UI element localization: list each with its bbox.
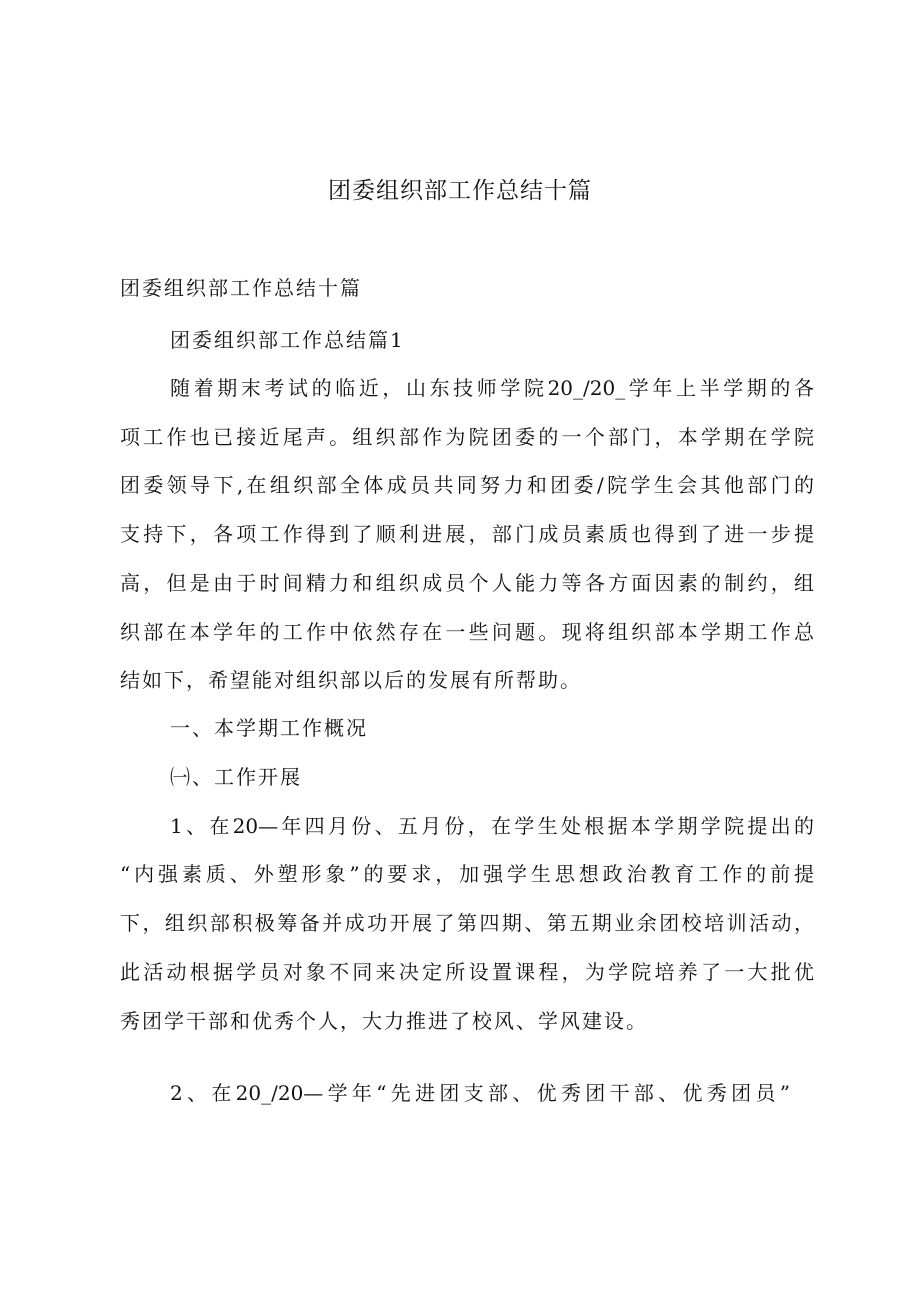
paragraph-line: 支持下，各项工作得到了顺利进展，部门成员素质也得到了进一步提 <box>120 522 814 546</box>
paragraph-line: 随着期末考试的临近，山东技师学院20_/20_学年上半学期的各 <box>170 376 814 400</box>
section-heading: 一、本学期工作概况 <box>170 716 368 740</box>
document-title: 团委组织部工作总结十篇 <box>328 178 592 204</box>
paragraph-line: 1、在20—年四月份、五月份，在学生处根据本学期学院提出的 <box>170 814 814 838</box>
paragraph-line: 2、在20_/20—学年“先进团支部、优秀团干部、优秀团员” <box>170 1081 790 1105</box>
paragraph-line: 下，组织部积极筹备并成功开展了第四期、第五期业余团校培训活动， <box>120 911 814 935</box>
section-title: 团委组织部工作总结篇1 <box>170 328 405 352</box>
paragraph-line: “内强素质、外塑形象”的要求，加强学生思想政治教育工作的前提 <box>120 862 814 886</box>
paragraph-line: 项工作也已接近尾声。组织部作为院团委的一个部门，本学期在学院 <box>120 425 814 449</box>
paragraph-line: 此活动根据学员对象不同来决定所设置课程，为学院培养了一大批优 <box>120 960 814 984</box>
document-subtitle: 团委组织部工作总结十篇 <box>120 276 362 300</box>
paragraph-line: 秀团学干部和优秀个人，大力推进了校风、学风建设。 <box>120 1009 648 1033</box>
paragraph-line: 团委领导下,在组织部全体成员共同努力和团委/院学生会其他部门的 <box>120 473 814 497</box>
paragraph-line: 织部在本学年的工作中依然存在一些问题。现将组织部本学期工作总 <box>120 620 814 644</box>
paragraph-line: 高，但是由于时间精力和组织成员个人能力等各方面因素的制约，组 <box>120 571 814 595</box>
paragraph-line: 结如下，希望能对组织部以后的发展有所帮助。 <box>120 668 582 692</box>
subsection-heading: ㈠、工作开展 <box>170 765 302 789</box>
